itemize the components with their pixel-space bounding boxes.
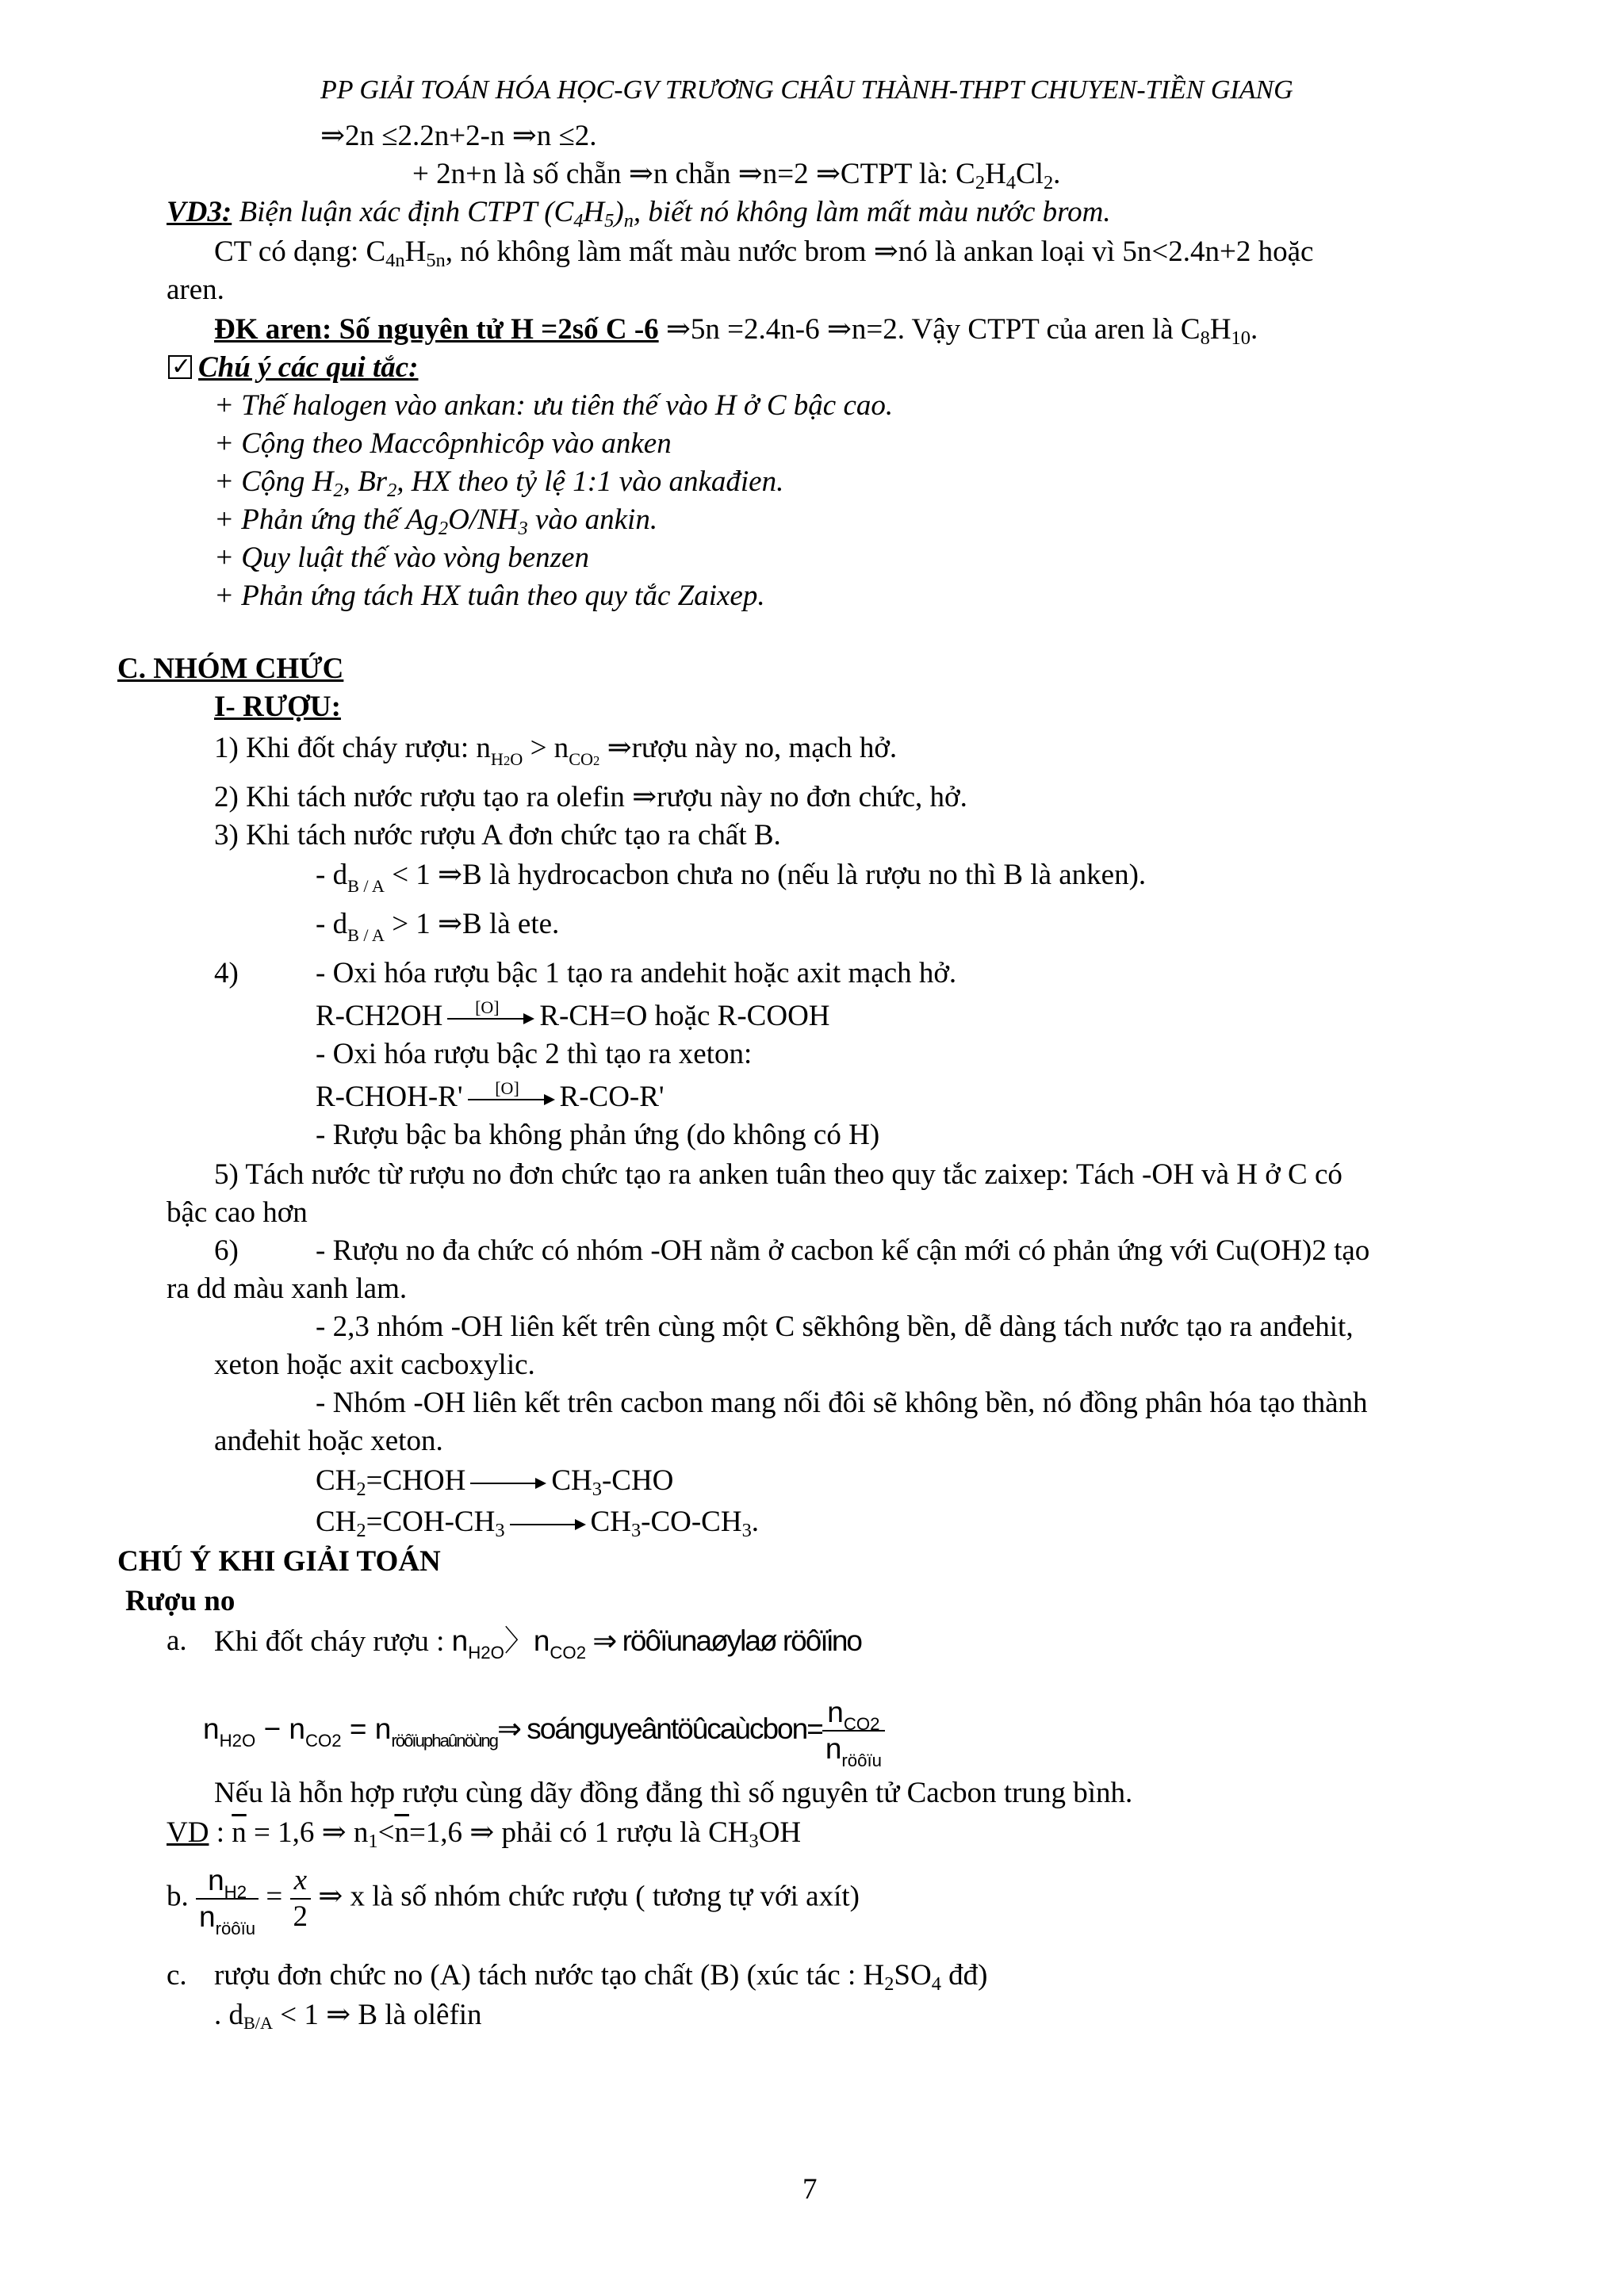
alcohol-rule-6a: - Rượu no đa chức có nhóm -OH nằm ở cacbon kế cận mới có phản ứng với Cu(OH)2 tạo	[316, 1234, 1370, 1267]
checkbox-icon	[168, 355, 192, 379]
rule-item: + Phản ứng tách HX tuân theo quy tắc Zaixep.	[214, 580, 765, 612]
list-label: c.	[167, 1959, 187, 1992]
section-heading: C. NHÓM CHỨC	[117, 652, 344, 685]
alcohol-rule-4a: - Oxi hóa rượu bậc 1 tạo ra andehit hoặc axit mạch hở.	[316, 957, 957, 989]
alcohol-rule-3: 3) Khi tách nước rượu A đơn chức tạo ra chất B.	[214, 819, 781, 851]
carbon-count-formula: $n_{H2O} - n_{CO2}$ = $n_{röôïuphaûnöùng}\Rightarrow$ soánguyeântöûcaùcbon= $\frac{n_{CO2}}{n_{röôïu}}$	[203, 1695, 885, 1766]
tautomer-equation-2: $CH_2=COH-CH_3$ $CH_3-CO-CH_3$.	[316, 1506, 760, 1541]
parity-line: + 2n+n là số chẵn ⇒n chẵn ⇒n=2 ⇒CTPT là: $C_2H_4Cl_2$.	[412, 158, 1061, 193]
alcohol-rule-4-number: 4)	[214, 957, 239, 989]
section-heading: CHÚ Ý KHI GIẢI TOÁN	[117, 1545, 441, 1578]
oxidation-equation-1: R-CH2OH [O] R-CH=O hoặc R-COOH	[316, 997, 830, 1032]
rule-item: + Phản ứng thế $Ag_2O/NH_3$ vào ankin.	[214, 503, 658, 539]
alcohol-rule-5-line2: bậc cao hơn	[167, 1196, 308, 1229]
fraction: $\frac{x}{2}$	[290, 1863, 312, 1934]
vd3-paragraph-line1: CT có dạng: $C_{4n}H_{5n}$, nó không làm mất màu nước brom ⇒nó là ankan loại vì 5n<2.4n+2 hoặc	[214, 235, 1314, 271]
hydrogen-ratio-rule: b. $\frac{n_{H2}}{n_{röôïu}}$ = $\frac{x}{2}$ ⇒ x là số nhóm chức rượu ( tương tự với axít)	[167, 1864, 860, 1938]
reaction-arrow-icon: [O]	[468, 1092, 555, 1108]
subsection-heading: Rượu no	[125, 1585, 236, 1617]
alcohol-rule-6f: anđehit hoặc xeton.	[214, 1425, 443, 1457]
alcohol-rule-3a: - $d_{B / A} < 1$ ⇒B là hydrocacbon chưa no (nếu là rượu no thì B là anken).	[316, 859, 1147, 896]
rule-item: + Quy luật thế vào vòng benzen	[214, 541, 589, 574]
rule-item: + Cộng theo Maccôpnhicôp vào anken	[214, 427, 672, 460]
rules-title: ✓Chú ý các qui tắc:	[168, 350, 418, 385]
oxidation-equation-2: R-CHOH-R' [O] R-CO-R'	[316, 1077, 665, 1113]
alcohol-rule-4e: - Rượu bậc ba không phản ứng (do không có H)	[316, 1119, 880, 1151]
reaction-arrow-icon: [O]	[447, 1011, 534, 1027]
vd3-title: VD3: Biện luận xác định CTPT $(C_4H_5)_n$, biết nó không làm mất màu nước brom.	[167, 196, 1111, 232]
fraction: $\frac{n_{H2}}{n_{röôïu}}$	[196, 1863, 259, 1934]
rule-item: + Thế halogen vào ankan: ưu tiên thế vào H ở C bậc cao.	[214, 389, 894, 422]
running-header: PP GIẢI TOÁN HÓA HỌC-GV TRƯƠNG CHÂU THÀNH-THPT CHUYEN-TIỀN GIANG	[320, 75, 1293, 105]
rule-item: + Cộng $H_2$, $Br_2$, HX theo tỷ lệ 1:1 vào ankađien.	[214, 465, 784, 501]
combustion-rule: Khi đốt cháy rượu : $n_{H2O}$〉$n_{CO2}$ ⇒ röôïunaøylaø röôïino	[214, 1624, 861, 1663]
alcohol-rule-6d: xeton hoặc axit cacboxylic.	[214, 1349, 535, 1381]
alcohol-rule-6b: ra dd màu xanh lam.	[167, 1272, 408, 1305]
tautomer-equation-1: $CH_2=CHOH$ $CH_3$-CHO	[316, 1464, 674, 1500]
alcohol-rule-6-number: 6)	[214, 1234, 239, 1267]
homolog-note: Nếu là hỗn hợp rượu cùng dãy đồng đẳng thì số nguyên tử Cacbon trung bình.	[214, 1777, 1133, 1809]
list-label: a.	[167, 1624, 187, 1657]
alcohol-rule-6e: - Nhóm -OH liên kết trên cacbon mang nối đôi sẽ không bền, nó đồng phân hóa tạo thành	[316, 1387, 1368, 1419]
alcohol-rule-5-line1: 5) Tách nước từ rượu no đơn chức tạo ra anken tuân theo quy tắc zaixep: Tách -OH và H ở C có	[214, 1158, 1342, 1191]
subsection-heading: I- RƯỢU:	[214, 691, 341, 723]
reaction-arrow-icon	[470, 1475, 546, 1491]
alcohol-rule-3b: - $d_{B / A} > 1$ ⇒B là ete.	[316, 908, 560, 945]
alcohol-rule-1: 1) Khi đốt cháy rượu: $n_{H2O} > n_{CO2}$ ⇒rượu này no, mạch hở.	[214, 732, 898, 769]
page-number: 7	[802, 2173, 818, 2206]
aren-condition: ĐK aren: Số nguyên tử H =2số C -6 ⇒5n =2.4n-6 ⇒n=2. Vậy CTPT của aren là $C_8H_{10}$.	[214, 313, 1258, 349]
vd3-paragraph-line2: aren.	[167, 274, 224, 306]
dehydration-rule: rượu đơn chức no (A) tách nước tạo chất (B) (xúc tác : $H_2SO_4$ đđ)	[214, 1959, 988, 1995]
reaction-arrow-icon	[510, 1517, 586, 1533]
alcohol-rule-6c: - 2,3 nhóm -OH liên kết trên cùng một C sẽkhông bền, dễ dàng tách nước tạo ra anđehit,	[316, 1311, 1354, 1343]
inequality-line: ⇒2n ≤2.2n+2-n ⇒n ≤2.	[320, 120, 597, 152]
fraction: $\frac{n_{CO2}}{n_{röôïu}}$	[822, 1695, 885, 1766]
example-line: VD : $\overline{n} = 1,6$ ⇒ $n_1<\overline{n}=1,6$ ⇒ phải có 1 rượu là $CH_3OH$	[167, 1816, 802, 1852]
density-ratio-rule: . $d_{B/A} < 1$ ⇒ B là olêfin	[214, 1999, 482, 2034]
alcohol-rule-2: 2) Khi tách nước rượu tạo ra olefin ⇒rượu này no đơn chức, hở.	[214, 781, 967, 813]
alcohol-rule-4c: - Oxi hóa rượu bậc 2 thì tạo ra xeton:	[316, 1038, 753, 1070]
